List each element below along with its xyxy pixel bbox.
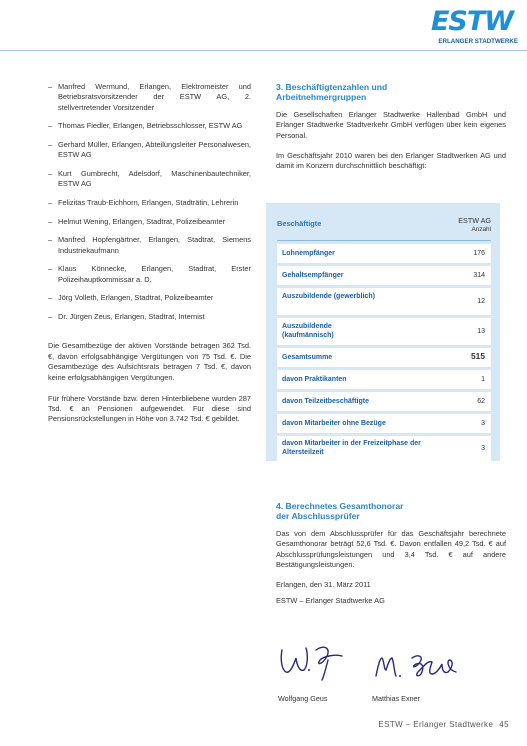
- section-4: [276, 501, 506, 616]
- list-item: – Manfred Hopfengärtner, Erlangen, Stadtrat, Siemens Industriekaufmann: [48, 235, 251, 255]
- list-item: – Gerhard Müller, Erlangen, Abteilungsleiter Personalwesen, ESTW AG: [48, 140, 251, 160]
- footer-text: ESTW – Erlanger Stadtwerke: [378, 720, 494, 729]
- list-item: – Felizitas Traub-Eichhorn, Erlangen, Stadträtin, Lehrerin: [48, 198, 239, 207]
- table-row: davon Praktikanten 1: [277, 370, 491, 389]
- list-item: – Jörg Volleth, Erlangen, Stadtrat, Polizeibeamter: [48, 293, 214, 303]
- section-3: [276, 82, 506, 181]
- page-footer: [378, 720, 509, 729]
- table-row: davon Mitarbeiter in der Freizeitphase der Altersteilzeit 3: [277, 436, 491, 461]
- signer-left-name: Wolfgang Geus: [278, 694, 328, 703]
- table-row: davon Mitarbeiter ohne Bezüge 3: [277, 414, 491, 433]
- list-item: – Kurt Gumbrecht, Adelsdorf, Maschinenbautechniker, ESTW AG: [48, 169, 251, 189]
- company-name: ESTW – Erlanger Stadtwerke AG: [276, 596, 385, 606]
- logo-subtitle: ERLANGER STADTWERKE: [438, 38, 518, 45]
- section-3-paragraph-1: Die Gesellschaften Erlanger Stadtwerke Hallenbad GmbH und Erlanger Stadtwerke Stadtverkehr GmbH verfügen über kein eigenes Personal.: [276, 109, 506, 140]
- signature-block: [276, 636, 506, 706]
- section-3-title: 3. Beschäftigtenzahlen und Arbeitnehmergruppen: [276, 82, 388, 103]
- estw-logo: [426, 8, 518, 48]
- list-item: – Thomas Fiedler, Erlangen, Betriebsschlosser, ESTW AG: [48, 121, 243, 131]
- table-row: Gehaltsempfänger 314: [277, 266, 491, 285]
- board-compensation-paragraph: Die Gesamtbezüge der aktiven Vorstände betragen 362 Tsd. €, davon erfolgsabhängige Vergütungen von 75 Tsd. €. Die Gesamtbezüge des Aufsichtsrats betragen 7 Tsd. €, davon keine erfolgsabhängigen Vergütungen.: [48, 341, 251, 382]
- place-date: Erlangen, den 31. März 2011: [276, 579, 371, 589]
- left-column: [48, 82, 251, 435]
- table-row-total: Gesamtsumme 515: [277, 348, 491, 367]
- column-header-employees: Beschäftigte: [277, 219, 322, 228]
- supervisory-board-list: [48, 82, 251, 322]
- column-header-estw: ESTW AG Anzahl: [458, 216, 491, 233]
- pension-paragraph: Für frühere Vorstände bzw. deren Hinterbliebene wurden 287 Tsd. € an Pensionen aufgewendet. Für diese sind Pensionsrückstellungen in Höhe von 3.742 Tsd. € gebildet.: [48, 393, 251, 424]
- header-divider: [0, 50, 527, 51]
- logo-wordmark: ESTW: [430, 6, 514, 37]
- table-row: Lohnempfänger 176: [277, 244, 491, 263]
- table-header-divider: [277, 240, 491, 241]
- signature-geus: [276, 636, 346, 682]
- signer-right-name: Matthias Exner: [372, 694, 420, 703]
- table-header: [277, 214, 491, 239]
- section-4-title: 4. Berechnetes Gesamthonorar der Abschlussprüfer: [276, 501, 404, 522]
- table-row: Auszubildende (gewerblich) 12: [277, 288, 491, 315]
- section-4-paragraph: Das von dem Abschlussprüfer für das Geschäftsjahr berechnete Gesamthonorar beträgt 52,6 Tsd. €. Davon entfallen 49,2 Tsd. € auf Abschlussprüfungsleistungen und 3,4 Tsd. € auf andere Bestätigungsleistungen.: [276, 528, 506, 570]
- signature-exner: [372, 644, 464, 684]
- list-item: – Dr. Jürgen Zeus, Erlangen, Stadtrat, Internist: [48, 311, 205, 321]
- section-3-paragraph-2: Im Geschäftsjahr 2010 waren bei den Erlanger Stadtwerken AG und damit im Konzern durchschnittlich beschäftigt:: [276, 150, 506, 170]
- page-number: 45: [499, 720, 509, 729]
- list-item: – Klaus Könnecke, Erlangen, Stadtrat, Erster Polizeihauptkommissar a. D.: [48, 264, 251, 284]
- employees-table: [266, 203, 500, 461]
- list-item: – Manfred Wermund, Erlangen, Elektromeister und Betriebsratsvorsitzender der ESTW AG, 2. stellvertretender Vorsitzender: [48, 82, 251, 112]
- table-row: Auszubildende (kaufmännisch) 13: [277, 318, 491, 345]
- list-item: – Helmut Wening, Erlangen, Stadtrat, Polizeibeamter: [48, 216, 226, 226]
- table-row: davon Teilzeitbeschäftigte 62: [277, 392, 491, 411]
